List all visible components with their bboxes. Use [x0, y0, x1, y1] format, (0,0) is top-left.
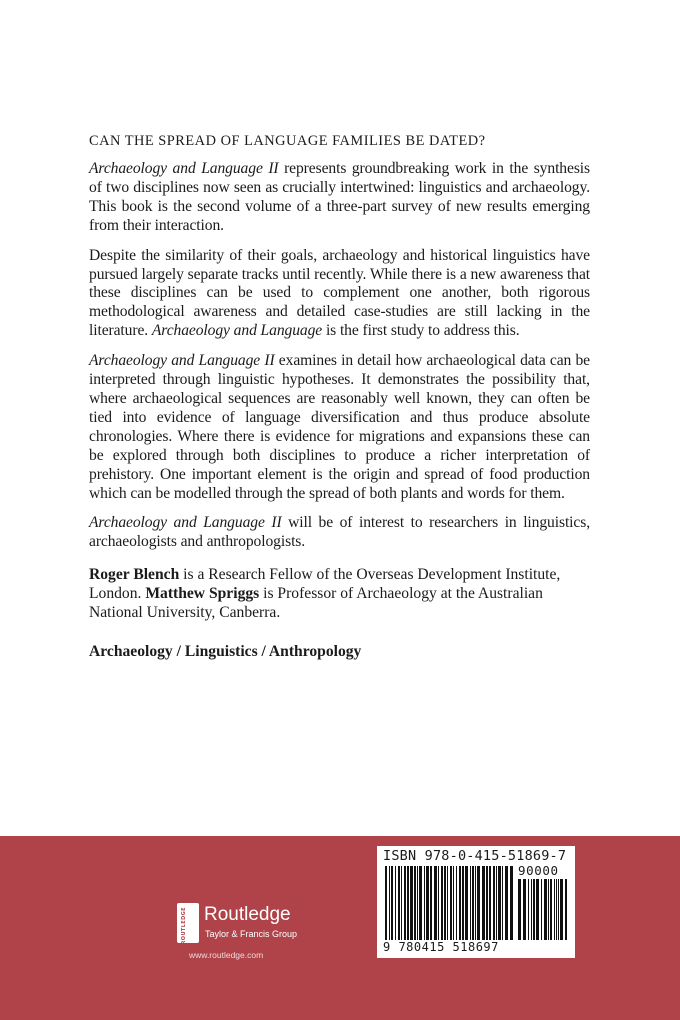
- barcode-bar: [482, 866, 485, 940]
- barcode-bar: [459, 866, 461, 940]
- barcode-bar: [544, 879, 547, 940]
- addon-barcode: [518, 879, 568, 940]
- barcode-bar: [430, 866, 432, 940]
- barcode-bar: [498, 866, 501, 940]
- publisher-band: [0, 836, 680, 1020]
- paragraph-text-end: is the first study to address this.: [322, 322, 520, 340]
- barcode-bar: [502, 866, 503, 940]
- barcode-bar: [565, 879, 567, 940]
- barcode-bar: [389, 866, 390, 940]
- barcode-bar: [475, 866, 476, 940]
- back-cover-text: [89, 132, 590, 661]
- book-title: Archaeology and Language II: [89, 514, 282, 532]
- blurb-paragraph-4: [89, 514, 590, 552]
- barcode-bar: [477, 866, 480, 940]
- barcode-bar: [404, 866, 406, 940]
- barcode-bar: [505, 866, 508, 940]
- barcode-bar: [417, 866, 418, 940]
- barcode-bar: [465, 866, 468, 940]
- barcode-bar: [533, 879, 535, 940]
- blurb-paragraph-3: [89, 352, 590, 503]
- barcode-bar: [401, 866, 402, 940]
- barcode-bar: [548, 879, 549, 940]
- author-description: is Professor of Archaeology at the Australian National University, Canberra.: [89, 585, 543, 622]
- barcode-bar: [385, 866, 387, 940]
- routledge-logo-icon: [177, 903, 199, 943]
- barcode-bar: [523, 879, 526, 940]
- book-title: Archaeology and Language: [151, 322, 323, 340]
- barcode-bar: [407, 866, 409, 940]
- barcode-bar: [456, 866, 457, 940]
- blurb-paragraph-2: [89, 247, 590, 342]
- barcode-bar: [554, 879, 555, 940]
- publisher-name: Routledge: [204, 904, 291, 925]
- isbn-label: ISBN 978-0-415-51869-7: [383, 848, 567, 864]
- barcode-bar: [470, 866, 471, 940]
- ean-barcode: [385, 866, 513, 940]
- blurb-paragraph-1: [89, 160, 590, 236]
- paragraph-text: represents groundbreaking work in the synthesis of two disciplines now seen as crucially intertwined: linguistics and archaeology. This book is the second volume of a three-part survey of new results emerging from their interaction.: [89, 160, 590, 234]
- barcode-bar: [536, 879, 539, 940]
- barcode-bar: [438, 866, 439, 940]
- barcode-bar: [450, 866, 452, 940]
- barcode-bar: [426, 866, 429, 940]
- author-name: Roger Blench: [89, 566, 180, 584]
- author-name: Matthew Spriggs: [145, 585, 260, 603]
- barcode-bar: [489, 866, 491, 940]
- barcode-bar: [541, 879, 542, 940]
- barcode-bar: [556, 879, 557, 940]
- price-addon-digits: 90000: [518, 863, 559, 878]
- barcode-bar: [510, 866, 513, 940]
- subject-categories: Archaeology / Linguistics / Anthropology: [89, 642, 362, 660]
- barcode-bar: [419, 866, 422, 940]
- publisher-website: www.routledge.com: [189, 950, 264, 960]
- barcode-bar: [424, 866, 425, 940]
- barcode-bar: [558, 879, 559, 940]
- barcode-bar: [550, 879, 552, 940]
- barcode-bar: [441, 866, 443, 940]
- barcode-bar: [414, 866, 416, 940]
- barcode-bar: [434, 866, 437, 940]
- barcode-bar: [453, 866, 454, 940]
- book-title: Archaeology and Language II: [89, 352, 275, 370]
- ean-digits: 9 780415 518697: [383, 940, 499, 954]
- back-cover-heading: CAN THE SPREAD OF LANGUAGE FAMILIES BE DATED?: [89, 133, 486, 149]
- author-bio: [89, 566, 590, 623]
- author-description: is a Research Fellow of the Overseas Development Institute, London.: [89, 566, 561, 603]
- barcode-bar: [472, 866, 474, 940]
- logo-mark-text: ROUTLEDGE: [181, 907, 187, 945]
- barcode-bar: [531, 879, 532, 940]
- paragraph-text: examines in detail how archaeological data can be interpreted through linguistic hypotheses. It demonstrates the possibility that, where archaeological sequences are reasonably well known, they can often be tied into evidence of language diversification and thus produce absolute chronologies. Where there is evidence for migrations and expansions these can be explored through both disciplines to produce a richer interpretation of prehistory. One important element is the origin and spread of food production which can be modelled through the spread of both plants and words for them.: [89, 352, 590, 502]
- publisher-group: Taylor & Francis Group: [205, 929, 298, 939]
- barcode-bar: [462, 866, 464, 940]
- barcode-bar: [496, 866, 497, 940]
- barcode-bar: [391, 866, 393, 940]
- barcode-bar: [560, 879, 563, 940]
- paragraph-text: Despite the similarity of their goals, archaeology and historical linguistics have pursued largely separate tracks until recently. While there is a new awareness that these disciplines can be used to complement one another, both rigorous methodological awareness and detailed case-studies are still lacking in the literature.: [89, 246, 590, 340]
- barcode-bar: [398, 866, 400, 940]
- barcode-bar: [395, 866, 396, 940]
- barcode-bar: [410, 866, 413, 940]
- barcode-bar: [518, 879, 521, 940]
- barcode-bar: [493, 866, 495, 940]
- book-title: Archaeology and Language II: [89, 160, 279, 177]
- paragraph-text: will be of interest to researchers in linguistics, archaeologists and anthropologists.: [89, 514, 590, 551]
- barcode-bar: [447, 866, 448, 940]
- barcode-bar: [486, 866, 488, 940]
- barcode-bar: [528, 879, 529, 940]
- barcode-bar: [444, 866, 446, 940]
- barcode-box: [377, 846, 575, 958]
